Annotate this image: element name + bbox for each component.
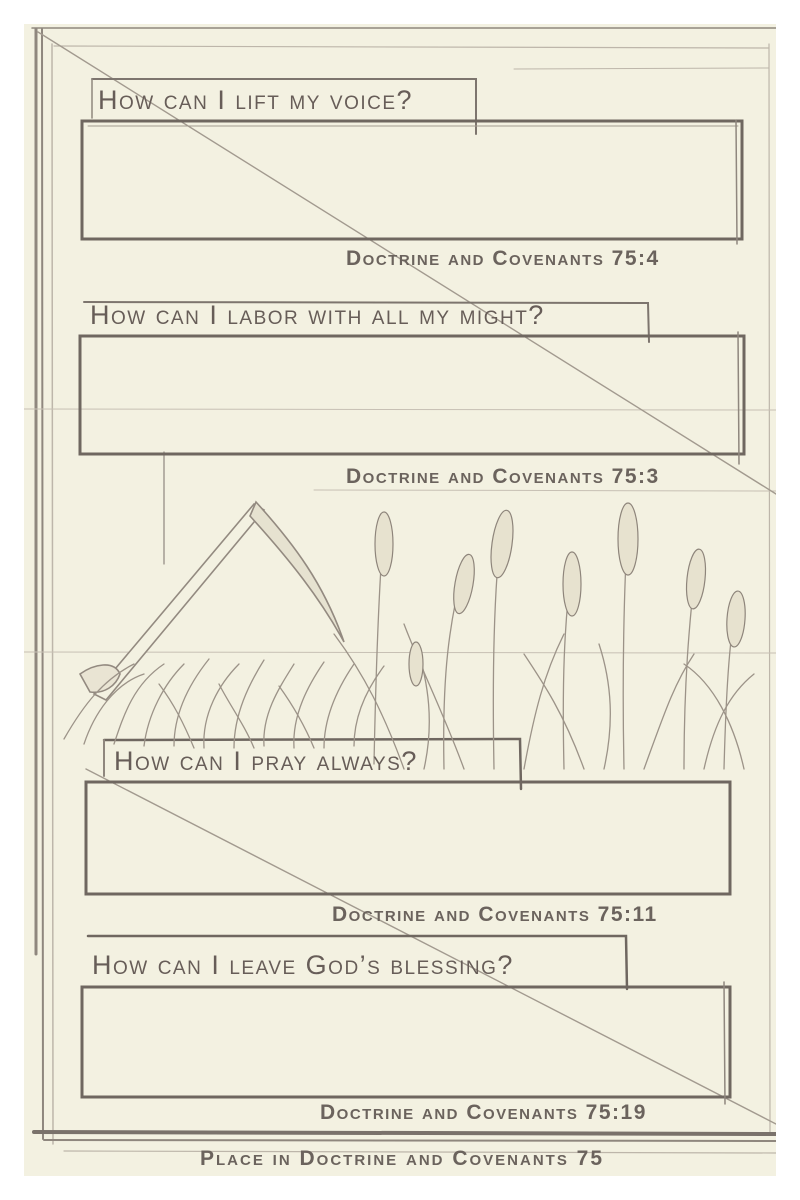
reference-3: Doctrine and Covenants 75:11 bbox=[332, 903, 658, 926]
scythe-and-wheat-icon bbox=[64, 502, 754, 769]
reference-2: Doctrine and Covenants 75:3 bbox=[346, 465, 660, 488]
question-2-label: How can I labor with all my might? bbox=[90, 300, 545, 330]
question-4-label: How can I leave God’s blessing? bbox=[92, 950, 514, 980]
answer-box-3[interactable] bbox=[88, 784, 728, 892]
answer-box-2[interactable] bbox=[82, 338, 742, 452]
answer-box-1[interactable] bbox=[84, 123, 740, 237]
question-3-label: How can I pray always? bbox=[114, 746, 418, 776]
answer-box-4[interactable] bbox=[84, 989, 728, 1095]
footer-instruction: Place in Doctrine and Covenants 75 bbox=[200, 1147, 605, 1170]
question-1-label: How can I lift my voice? bbox=[98, 85, 414, 115]
bookmark-page bbox=[24, 24, 776, 1176]
reference-1: Doctrine and Covenants 75:4 bbox=[346, 247, 660, 270]
reference-4: Doctrine and Covenants 75:19 bbox=[320, 1101, 647, 1124]
